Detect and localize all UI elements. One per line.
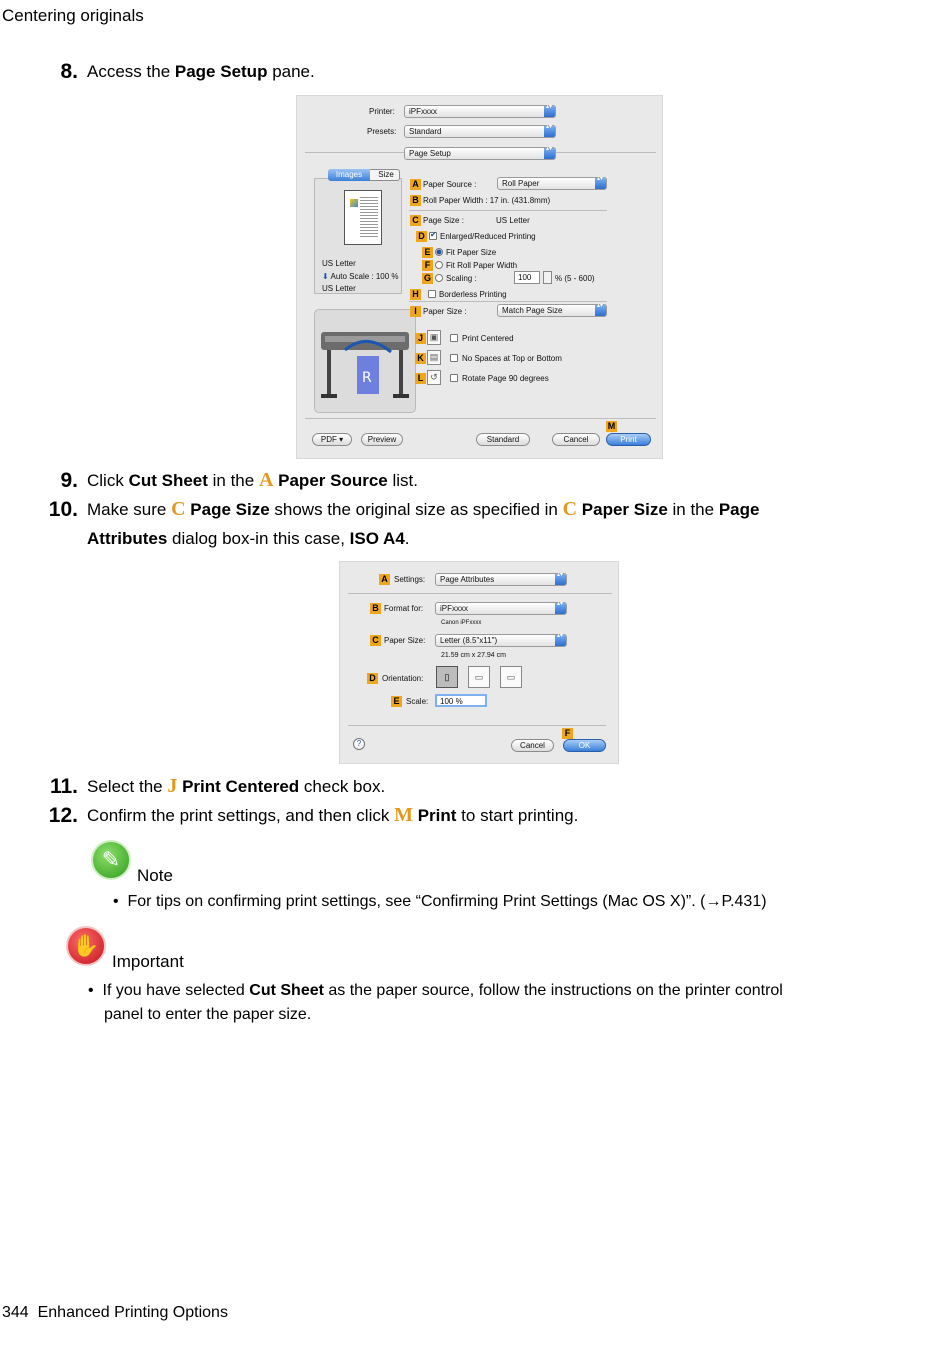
page-size-label: Page Size : bbox=[423, 216, 464, 225]
printer-popup[interactable]: iPFxxxx ▴▾ bbox=[404, 105, 556, 118]
chevron-updown-icon bbox=[544, 148, 555, 159]
landscape-left-icon[interactable]: ▭ bbox=[468, 666, 490, 688]
borderless-label: Borderless Printing bbox=[439, 290, 507, 299]
chevron-updown-icon bbox=[595, 178, 606, 189]
preview-info-3: US Letter bbox=[322, 284, 356, 293]
scaling-label: Scaling : bbox=[446, 274, 477, 283]
pdf-button[interactable]: PDF ▾ bbox=[312, 433, 352, 446]
scale-label: Scale: bbox=[406, 697, 429, 706]
paper-source-popup[interactable]: Roll Paper ▴▾ bbox=[497, 177, 607, 190]
step-number: 9. bbox=[60, 469, 78, 492]
scaling-input[interactable]: 100 bbox=[514, 271, 540, 284]
roll-width-text: Roll Paper Width : 17 in. (431.8mm) bbox=[423, 196, 551, 205]
tag-b: B bbox=[370, 603, 381, 614]
cancel-button[interactable]: Cancel bbox=[511, 739, 554, 752]
page-attributes-dialog bbox=[339, 561, 619, 764]
help-icon[interactable]: ? bbox=[353, 738, 365, 750]
tab-images[interactable]: Images bbox=[328, 169, 370, 181]
enlarged-checkbox[interactable] bbox=[429, 232, 437, 240]
tag-l: L bbox=[415, 373, 426, 384]
paper-source-label: Paper Source : bbox=[423, 180, 477, 189]
tag-h: H bbox=[410, 289, 421, 300]
portrait-icon[interactable]: ▯ bbox=[436, 666, 458, 688]
divider bbox=[409, 210, 607, 211]
format-sub: Canon iPFxxxx bbox=[441, 620, 482, 626]
page-setup-dialog bbox=[296, 95, 663, 459]
running-header: Centering originals bbox=[2, 6, 144, 25]
chevron-updown-icon bbox=[595, 305, 606, 316]
fit-roll-radio[interactable] bbox=[435, 261, 443, 269]
important-bullet: • If you have selected Cut Sheet as the paper source, follow the instructions on the printer control panel to enter the paper size. bbox=[88, 982, 783, 1023]
page-footer bbox=[2, 1304, 228, 1322]
fit-paper-radio[interactable] bbox=[435, 248, 443, 256]
divider bbox=[348, 725, 606, 726]
rotate-page-icon: ↺ bbox=[427, 370, 441, 385]
presets-popup[interactable]: Standard ▴▾ bbox=[404, 125, 556, 138]
divider bbox=[409, 301, 607, 302]
chevron-updown-icon bbox=[544, 106, 555, 117]
presets-label: Presets: bbox=[367, 127, 397, 136]
printer-illustration bbox=[314, 309, 416, 413]
tag-c: C bbox=[370, 635, 381, 646]
print-centered-checkbox[interactable] bbox=[450, 334, 458, 342]
printer-label: Printer: bbox=[369, 107, 395, 116]
ok-button[interactable]: OK bbox=[563, 739, 606, 752]
tag-c: C bbox=[410, 215, 421, 226]
important-title: Important bbox=[112, 952, 184, 971]
page-size-value: US Letter bbox=[496, 216, 530, 225]
standard-button[interactable]: Standard bbox=[476, 433, 530, 446]
orientation-label: Orientation: bbox=[382, 674, 424, 683]
chevron-updown-icon bbox=[555, 635, 566, 646]
tag-m: M bbox=[607, 421, 616, 431]
paper-size-label: Paper Size : bbox=[423, 307, 467, 316]
pencil-icon: ✎ bbox=[91, 840, 131, 880]
tag-f: F bbox=[422, 260, 433, 271]
paper-size-popup[interactable]: Letter (8.5"x11") ▴▾ bbox=[435, 634, 567, 647]
page-thumbnail bbox=[344, 190, 382, 245]
chevron-updown-icon bbox=[555, 574, 566, 585]
settings-label: Settings: bbox=[394, 575, 426, 584]
pane-popup[interactable]: Page Setup ▴▾ bbox=[404, 147, 556, 160]
paper-size-label: Paper Size: bbox=[384, 636, 426, 645]
step-number: 12. bbox=[48, 804, 78, 827]
tag-i: I bbox=[410, 306, 421, 317]
paper-size-sub: 21.59 cm x 27.94 cm bbox=[441, 652, 506, 659]
tag-e: E bbox=[391, 696, 402, 707]
step-text: Select the J Print Centered check box. bbox=[87, 775, 386, 797]
printer-icon bbox=[315, 310, 415, 412]
text-lines-icon bbox=[360, 197, 378, 237]
step-number: 8. bbox=[60, 60, 78, 83]
note-bullet: • For tips on confirming print settings, see “Confirming Print Settings (Mac OS X)”. (→P.431) bbox=[113, 893, 767, 910]
tag-d: D bbox=[416, 231, 427, 242]
step-text: Access the Page Setup pane. bbox=[87, 62, 315, 81]
print-centered-label: Print Centered bbox=[462, 334, 514, 343]
tab-size[interactable]: Size bbox=[378, 170, 394, 179]
tag-g: G bbox=[423, 273, 431, 283]
tag-j: J bbox=[415, 333, 426, 344]
footer-section: Enhanced Printing Options bbox=[37, 1304, 228, 1321]
note-title: Note bbox=[137, 866, 173, 885]
format-popup[interactable]: iPFxxxx ▴▾ bbox=[435, 602, 567, 615]
tag-d: D bbox=[367, 673, 378, 684]
step-number: 10. bbox=[48, 498, 78, 521]
image-thumbnail-icon bbox=[350, 199, 358, 207]
tag-b: B bbox=[410, 195, 421, 206]
scaling-range: % (5 - 600) bbox=[555, 274, 595, 283]
rotate-checkbox[interactable] bbox=[450, 374, 458, 382]
scaling-radio[interactable] bbox=[435, 274, 443, 282]
tag-a: A bbox=[379, 574, 390, 585]
tag-e: E bbox=[422, 247, 433, 258]
preview-info-1: US Letter bbox=[322, 259, 356, 268]
fit-paper-label: Fit Paper Size bbox=[446, 248, 497, 257]
borderless-checkbox[interactable] bbox=[428, 290, 436, 298]
step-text: Confirm the print settings, and then click M Print to start printing. bbox=[87, 804, 579, 826]
landscape-right-icon[interactable]: ▭ bbox=[500, 666, 522, 688]
divider bbox=[305, 418, 656, 419]
no-spaces-checkbox[interactable] bbox=[450, 354, 458, 362]
page-number: 344 bbox=[2, 1304, 29, 1321]
no-spaces-label: No Spaces at Top or Bottom bbox=[462, 354, 562, 363]
settings-popup[interactable]: Page Attributes ▴▾ bbox=[435, 573, 567, 586]
divider bbox=[348, 593, 612, 594]
stop-hand-icon: ✋ bbox=[66, 926, 106, 966]
step-number: 11. bbox=[49, 775, 78, 798]
enlarged-label: Enlarged/Reduced Printing bbox=[440, 232, 536, 241]
arrow-down-icon: ⬇ bbox=[322, 272, 329, 281]
cancel-button[interactable]: Cancel bbox=[552, 433, 600, 446]
fit-roll-label: Fit Roll Paper Width bbox=[446, 261, 518, 270]
no-spaces-icon: ▤ bbox=[427, 350, 441, 365]
print-centered-icon: ▣ bbox=[427, 330, 441, 345]
chevron-updown-icon bbox=[544, 126, 555, 137]
print-button[interactable]: Print bbox=[606, 433, 651, 446]
paper-size-popup[interactable]: Match Page Size ▴▾ bbox=[497, 304, 607, 317]
step-text-line-1: Make sure C Page Size shows the original size as specified in C Paper Size in the Page bbox=[87, 498, 760, 520]
svg-text:R: R bbox=[362, 370, 372, 386]
tag-k: K bbox=[415, 353, 426, 364]
scale-input[interactable]: 100 % bbox=[435, 694, 487, 707]
step-text-line-2: Attributes dialog box-in this case, ISO A4. bbox=[87, 529, 410, 548]
format-label: Format for: bbox=[384, 604, 424, 613]
scaling-stepper[interactable] bbox=[543, 271, 552, 284]
preview-button[interactable]: Preview bbox=[361, 433, 403, 446]
step-text: Click Cut Sheet in the A Paper Source list. bbox=[87, 469, 418, 491]
chevron-updown-icon bbox=[555, 603, 566, 614]
tag-a: A bbox=[410, 179, 421, 190]
preview-info-2: ⬇ Auto Scale : 100 % bbox=[322, 272, 399, 281]
tag-f: F bbox=[562, 728, 573, 739]
rotate-label: Rotate Page 90 degrees bbox=[462, 374, 549, 383]
